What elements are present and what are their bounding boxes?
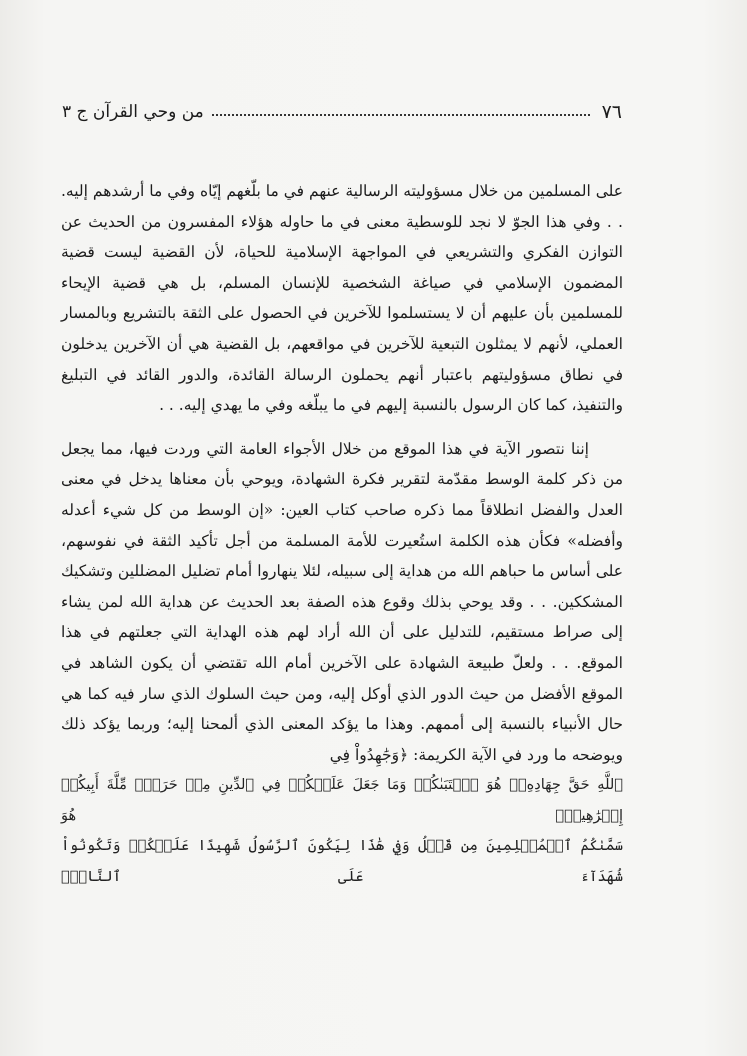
page-body: [61, 176, 623, 893]
header-dot-leader: [212, 100, 590, 116]
book-title: من وحي القرآن ج ٣: [62, 102, 204, 122]
quran-verse-line: ٱللَّهِ حَقَّ جِهَادِهِۦۚ هُوَ ٱجۡتَبَىٰكُمۡ وَمَا جَعَلَ عَلَيۡكُمۡ فِي ٱلدِّينِ مِنۡ حَرَجٖۚ مِّلَّةَ أَبِيكُمۡ إِبۡرَٰهِيمَۚ هُوَ: [61, 777, 623, 824]
paragraph: إننا نتصور الآية في هذا الموقع من خلال الأجواء العامة التي وردت فيها، مما يجعل من ذكر كلمة الوسط مقدّمة لتقرير فكرة الشهادة، ويوحي بأن معناها يدخل في معنى العدل والفضل انطلاقاً مما ذكره صاحب كتاب العين: «إن الوسط من كل شيء أعدله وأفضله» فكأن هذه الكلمة استُعيرت للأمة المسلمة من أجل تأكيد الثقة في نفوسهم، على أساس ما حباهم الله من هداية إلى سبيله، لئلا ينهاروا أمام تضليل المضللين وتشكيك المشككين. . . وقد يوحي بذلك وقوع هذه الصفة بعد الحديث عن هداية الله لمن يشاء إلى صراط مستقيم، للتدليل على أن الله أراد لهم هذه الهداية التي جعلتهم في هذا الموقع. . . ولعلّ طبيعة الشهادة على الآخرين أمام الله تقتضي أن يكون الشاهد في الموقع الأفضل من حيث الدور الذي أوكل إليه، ومن حيث السلوك الذي سار فيه كما هي حال الأنبياء بالنسبة إلى أممهم. وهذا ما يؤكد المعنى الذي ألمحنا إليه؛ وربما يؤكد ذلك ويوضحه ما ورد في الآية الكريمة: ﴿وَجَٰهِدُواْ فِي: [61, 439, 623, 764]
paragraph: على المسلمين من خلال مسؤوليته الرسالية عنهم في ما بلّغهم إيّاه وفي ما أرشدهم إليه. . . وفي هذا الجوّ لا نجد للوسطية معنى في ما حاوله هؤلاء المفسرون من الحديث عن التوازن الفكري والتشريعي في المواجهة الإسلامية للحياة، لأن القضية ليست قضية المضمون الإسلامي في صياغة الشخصية للإنسان المسلم، بل هي قضية الإيحاء للمسلمين بأن عليهم أن لا يستسلموا للآخرين في الحصول على الثقة بالتشريع وبالمسار العملي، لأنهم لا يمثلون التبعية للآخرين في مواقعهم، بل القضية هي أن الآخرين يدخلون في نطاق مسؤوليتهم باعتبار أنهم يحملون الرسالة القائدة، والدور القائد في التبليغ والتنفيذ، كما كان الرسول بالنسبة إليهم في ما يبلّغه وفي ما يهدي إليه. . .: [61, 182, 623, 415]
page-number: ٧٦: [601, 101, 622, 123]
quran-verse-line: سَمَّىٰكُمُ ٱلۡمُسۡلِمِينَ مِن قَبۡلُ وَفِي هَٰذَا لِيَكُونَ ٱلرَّسُولُ شَهِيدًا عَلَيۡكُمۡ وَتَكُونُواْ شُهَدَآءَ عَلَى ٱلنَّاسِۚ: [61, 838, 623, 886]
running-header: [62, 99, 622, 125]
